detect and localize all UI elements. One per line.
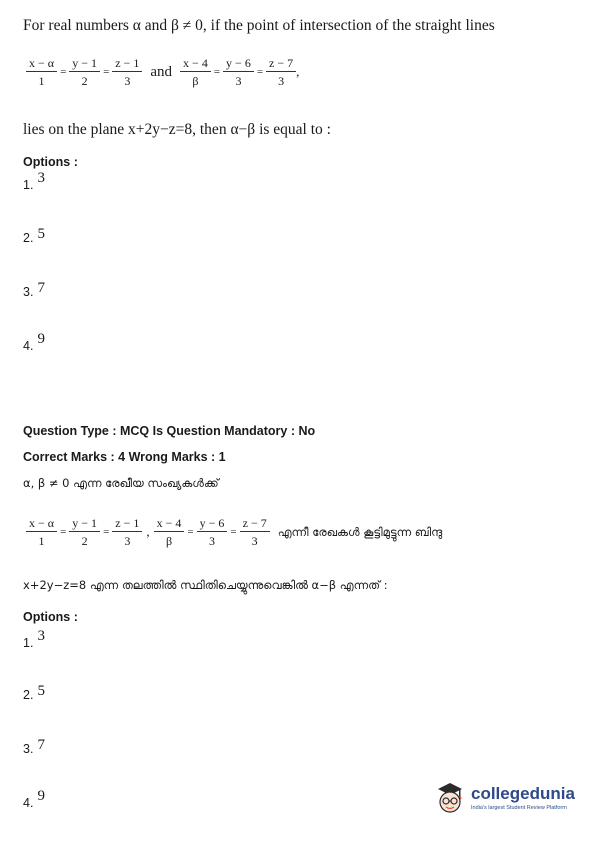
- option-value: 5: [37, 226, 45, 242]
- fraction: $\frac{x - \alpha}{1}$: [26, 517, 57, 547]
- marks-line: Correct Marks : 4 Wrong Marks : 1: [23, 450, 226, 464]
- fraction: $\frac{z - 7}{3}$: [266, 57, 296, 87]
- line-equations: $\frac{x - \alpha}{1}$ = $\frac{y - 1}{2}$ = $\frac{z - 1}{3}$ and $\frac{x - 4}{\beta}$ = $\frac{y - 6}{3}$ = $\frac{z - 7}{3}$ ,: [26, 57, 299, 87]
- plane-condition: lies on the plane x+2y−z=8, then α−β is equal to :: [23, 121, 331, 138]
- fraction: $\frac{y - 6}{3}$: [197, 517, 228, 547]
- option-4[interactable]: [23, 331, 45, 355]
- malayalam-line-equations: $\frac{x - \alpha}{1}$ = $\frac{y - 1}{2}$ = $\frac{z - 1}{3}$ , $\frac{x - 4}{\beta}$ = $\frac{y - 6}{3}$ = $\frac{z - 7}{3}$ എന്നീ രേഖകൾ കൂട്ടിമുട്ടുന്ന ബിന്ദു: [26, 517, 442, 547]
- malayalam-option-2[interactable]: [23, 683, 45, 704]
- mascot-icon: [432, 780, 468, 816]
- option-1[interactable]: [23, 170, 45, 194]
- question-intro: For real numbers α and β ≠ 0, if the point of intersection of the straight lines: [23, 17, 495, 34]
- logo-wordmark: collegedunia: [471, 784, 575, 803]
- option-value: 7: [37, 280, 45, 296]
- malayalam-options-label: Options :: [23, 610, 78, 624]
- fraction: $\frac{z - 1}{3}$: [112, 57, 142, 87]
- malayalam-line-suffix: എന്നീ രേഖകൾ കൂട്ടിമുട്ടുന്ന ബിന്ദു: [277, 524, 443, 539]
- malayalam-option-3[interactable]: [23, 737, 45, 758]
- option-value: 7: [37, 737, 45, 753]
- option-number: 3.: [23, 742, 34, 756]
- option-value: 9: [37, 331, 45, 347]
- fraction: $\frac{y - 1}{2}$: [69, 517, 100, 547]
- option-number: 3.: [23, 285, 34, 299]
- option-number: 4.: [23, 796, 34, 810]
- fraction: $\frac{x - 4}{\beta}$: [154, 517, 185, 547]
- malayalam-intro: α, β ≠ 0 എന്ന രേഖീയ സംഖ്യകൾക്ക്: [23, 476, 219, 490]
- fraction: $\frac{x - 4}{\beta}$: [180, 57, 211, 87]
- option-2[interactable]: [23, 226, 45, 247]
- fraction: $\frac{z - 1}{3}$: [112, 517, 142, 547]
- fraction: $\frac{y - 1}{2}$: [69, 57, 100, 87]
- fraction: $\frac{z - 7}{3}$: [240, 517, 270, 547]
- malayalam-option-4[interactable]: [23, 788, 45, 812]
- option-number: 2.: [23, 688, 34, 702]
- options-label: Options :: [23, 155, 78, 169]
- option-value: 9: [37, 788, 45, 804]
- option-3[interactable]: [23, 280, 45, 301]
- option-number: 2.: [23, 231, 34, 245]
- option-number: 1.: [23, 636, 34, 650]
- fraction: $\frac{x - \alpha}{1}$: [26, 57, 57, 87]
- and-word: and: [150, 63, 173, 80]
- option-number: 4.: [23, 339, 34, 353]
- malayalam-option-1[interactable]: [23, 628, 45, 652]
- fraction: $\frac{y - 6}{3}$: [223, 57, 254, 87]
- collegedunia-logo: [432, 780, 575, 816]
- logo-tagline: India's largest Student Review Platform: [471, 805, 567, 811]
- option-value: 5: [37, 683, 45, 699]
- question-type-line: Question Type : MCQ Is Question Mandatory : No: [23, 424, 316, 438]
- malayalam-plane-condition: x+2y−z=8 എന്ന തലത്തിൽ സ്ഥിതിചെയ്യുന്നുവെങ്കിൽ α−β എന്നത് :: [23, 578, 388, 592]
- option-value: 3: [37, 170, 45, 186]
- option-number: 1.: [23, 178, 34, 192]
- option-value: 3: [37, 628, 45, 644]
